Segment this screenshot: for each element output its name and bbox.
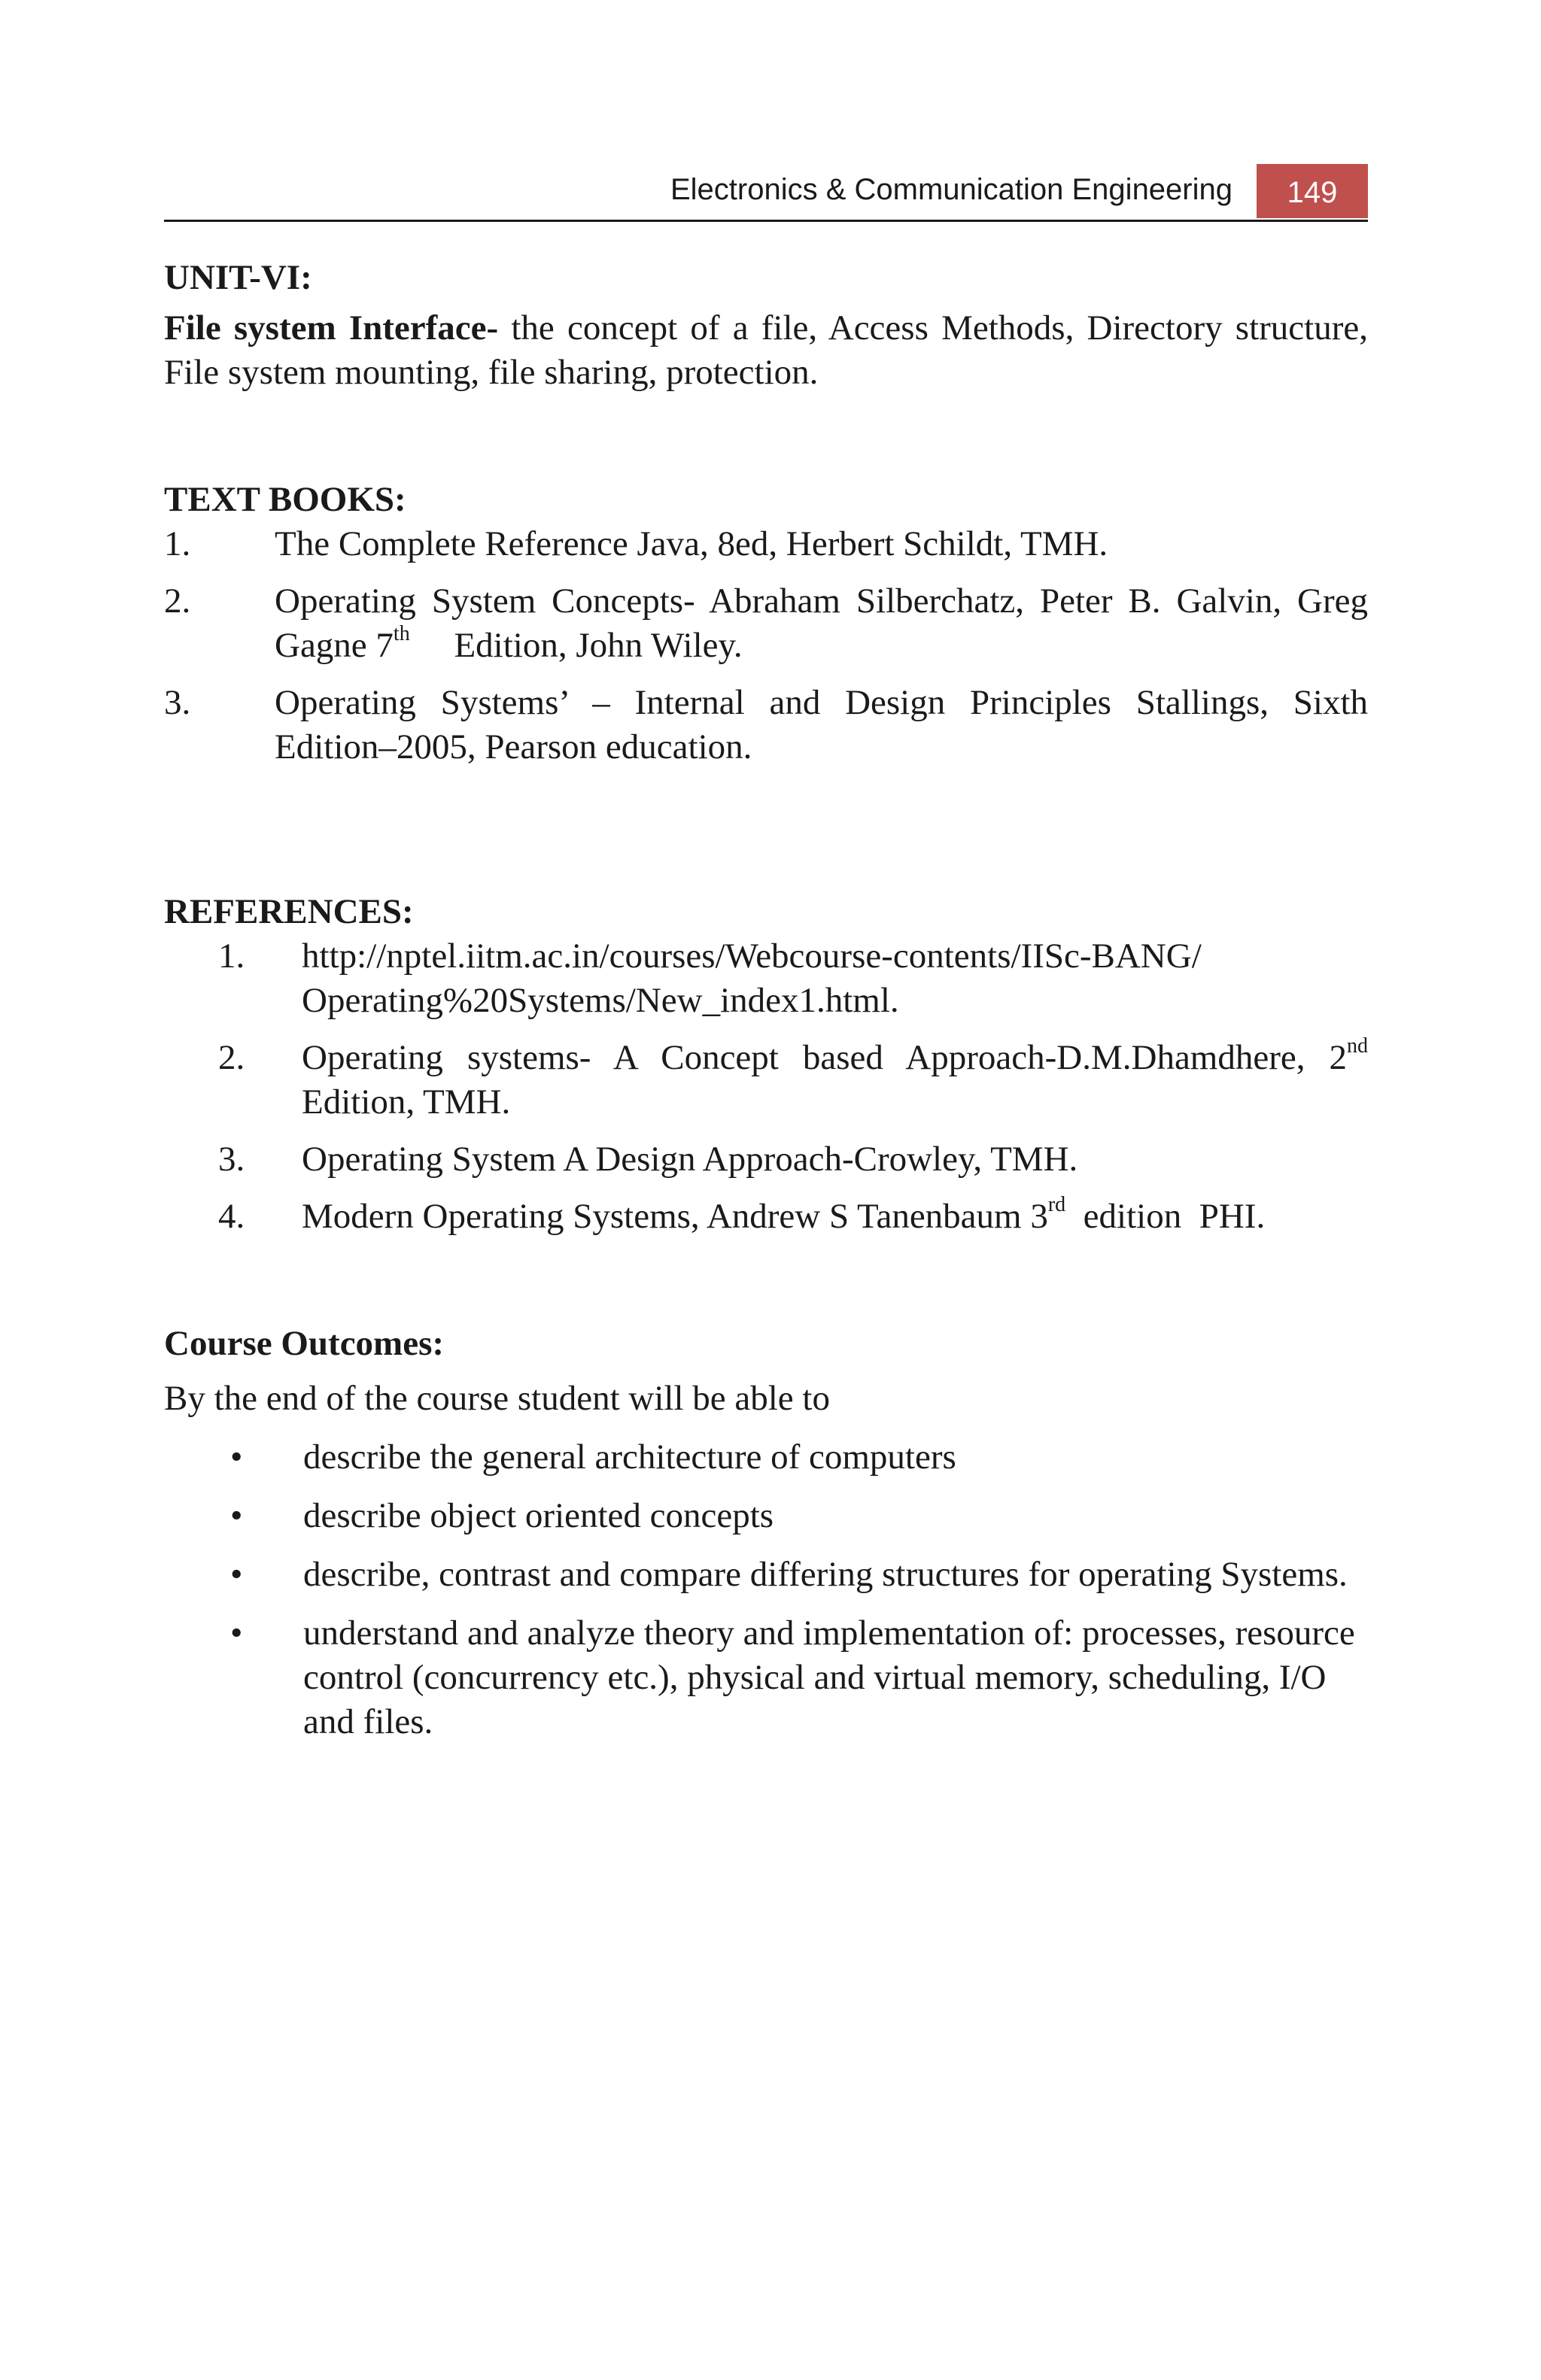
- item-text: Modern Operating Systems, Andrew S Tanenbaum 3: [302, 1197, 1048, 1236]
- header-title: Electronics & Communication Engineering: [670, 173, 1232, 206]
- item-number: 1.: [218, 937, 245, 976]
- bullet-icon: •: [230, 1555, 243, 1594]
- item-number: 3.: [164, 683, 191, 722]
- bullet-icon: •: [230, 1496, 243, 1535]
- item-superscript: nd: [1347, 1034, 1368, 1058]
- list-item: [164, 1137, 1368, 1182]
- outcome-text: describe object oriented concepts: [303, 1496, 774, 1535]
- list-item: [164, 1036, 1368, 1125]
- page-number: 149: [1257, 164, 1368, 218]
- references-list: [164, 934, 1368, 1239]
- course-outcomes-intro: By the end of the course student will be able to: [164, 1379, 830, 1418]
- item-number: 4.: [218, 1197, 245, 1236]
- outcome-text: describe, contrast and compare differing structures for operating Systems.: [303, 1555, 1348, 1594]
- list-item: [164, 1611, 1368, 1744]
- item-number: 2.: [164, 581, 191, 621]
- item-number: 2.: [218, 1038, 245, 1077]
- item-text: Operating systems- A Concept based Approach-D.M.Dhamdhere, 2: [302, 1038, 1347, 1077]
- page-header: [164, 164, 1368, 222]
- unit-heading: UNIT-VI:: [164, 258, 312, 297]
- item-text: Edition, John Wiley.: [409, 626, 743, 665]
- text-books-heading: TEXT BOOKS:: [164, 480, 406, 519]
- list-item: [164, 522, 1368, 566]
- bullet-icon: •: [230, 1437, 243, 1477]
- list-item: [164, 1195, 1368, 1239]
- outcome-text: describe the general architecture of computers: [303, 1437, 956, 1477]
- list-item: [164, 1553, 1368, 1597]
- item-superscript: th: [393, 622, 410, 645]
- item-number: 3.: [218, 1140, 245, 1179]
- reference-url-line-1: http://nptel.iitm.ac.in/courses/Webcourse-contents/IISc-BANG/: [302, 937, 1202, 976]
- list-item: [164, 579, 1368, 668]
- item-superscript: rd: [1047, 1193, 1066, 1216]
- list-item: [164, 1435, 1368, 1480]
- unit-lead: File system Interface-: [164, 308, 499, 348]
- item-text: Edition, TMH.: [302, 1082, 511, 1122]
- unit-text: the concept of a file, Access Methods, Directory structure, File system mounting, file sharing, protection.: [164, 308, 1368, 392]
- reference-url-line-2: Operating%20Systems/New_index1.html.: [302, 981, 899, 1020]
- item-text: edition PHI.: [1065, 1197, 1266, 1236]
- list-item: [164, 1494, 1368, 1538]
- references-heading: REFERENCES:: [164, 892, 414, 931]
- course-outcomes-list: [164, 1435, 1368, 1744]
- item-text: Operating System A Design Approach-Crowley, TMH.: [302, 1140, 1078, 1179]
- list-item: [164, 934, 1368, 1023]
- course-outcomes-heading: Course Outcomes:: [164, 1324, 445, 1363]
- unit-description: [164, 306, 1368, 395]
- item-number: 1.: [164, 524, 191, 563]
- list-item: [164, 681, 1368, 770]
- page-content: [164, 256, 1368, 1759]
- outcome-text: understand and analyze theory and implementation of: processes, resource control (concurrency etc.), physical and virtual memory, scheduling, I/O and files.: [303, 1613, 1355, 1741]
- bullet-icon: •: [230, 1613, 243, 1653]
- item-text: The Complete Reference Java, 8ed, Herbert Schildt, TMH.: [275, 524, 1108, 563]
- item-text: Operating Systems’ – Internal and Design Principles Stallings, Sixth Edition–2005, Pearson education.: [275, 683, 1368, 767]
- item-text: Operating System Concepts- Abraham Silberchatz, Peter B. Galvin, Greg Gagne 7: [275, 581, 1368, 665]
- text-books-list: [164, 522, 1368, 770]
